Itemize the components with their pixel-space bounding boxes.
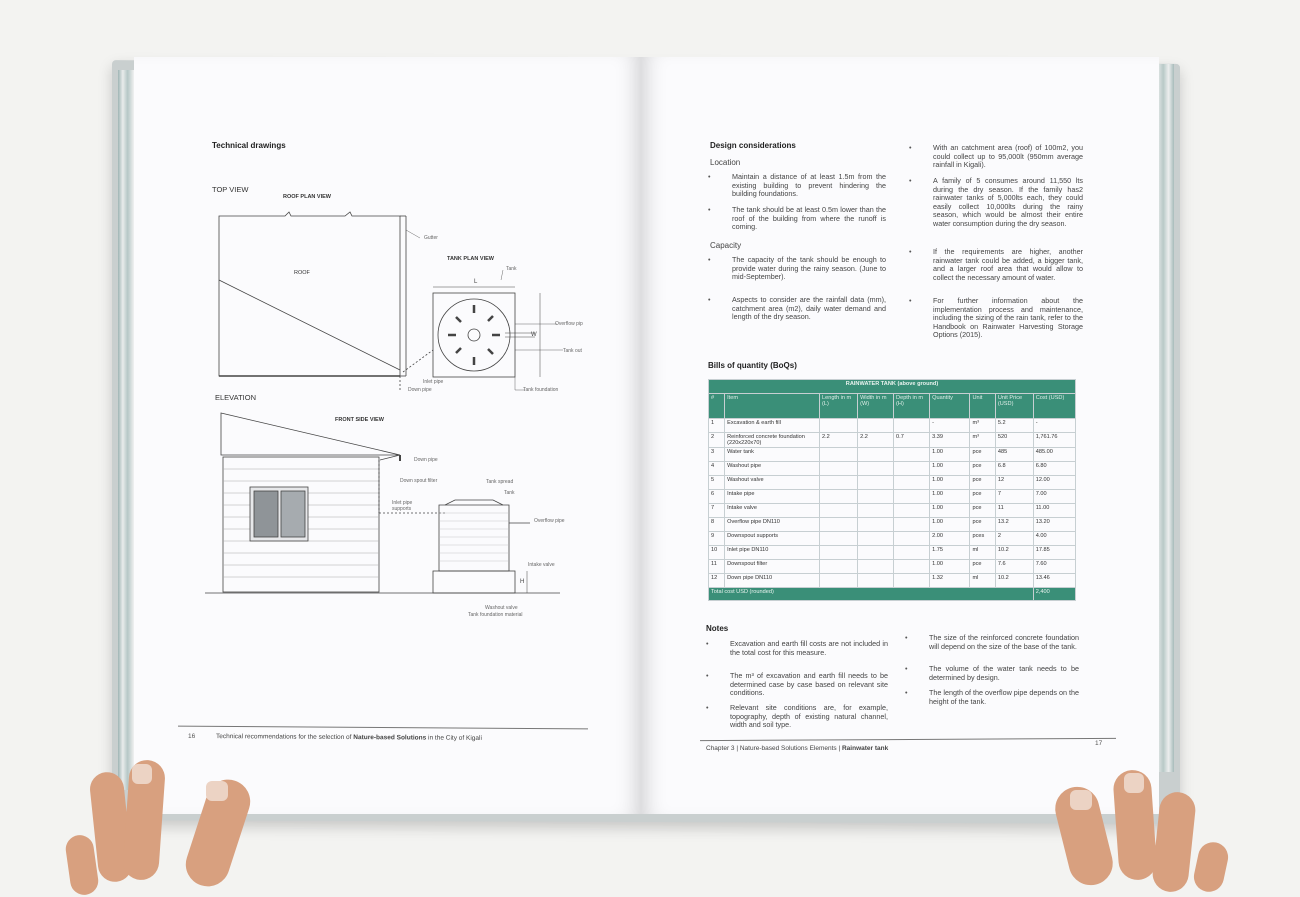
table-cell: 1.00 (930, 462, 970, 476)
capacity-bullet-1: • The capacity of the tank should be enough to provide water during the rainy season. (June to mid-September). (708, 256, 886, 282)
table-cell (894, 490, 930, 504)
elevation-drawing (205, 405, 585, 625)
roof-plan-title: ROOF PLAN VIEW (283, 194, 331, 200)
table-cell (819, 560, 857, 574)
table-cell: Overflow pipe DN110 (725, 518, 820, 532)
table-cell (819, 546, 857, 560)
note-right-1: • The size of the reinforced concrete foundation will depend on the size of the base of the tank. (905, 634, 1079, 651)
table-cell (819, 419, 857, 433)
gutter-callout: Gutter (424, 235, 438, 241)
table-caption: RAINWATER TANK (above ground) (709, 380, 1076, 394)
table-cell: 1.00 (930, 490, 970, 504)
table-header-cell: Unit (970, 394, 995, 419)
table-row (709, 532, 1076, 546)
capacity-bullet-2: • Aspects to consider are the rainfall data (mm), catchment area (m2), daily water demand and length of the dry season. (708, 296, 886, 322)
table-cell (894, 504, 930, 518)
table-cell: 485 (995, 448, 1033, 462)
elev-inlet-supports: Inlet pipe supports (392, 500, 413, 512)
notes-title: Notes (706, 624, 729, 633)
table-cell: Reinforced concrete foundation (220x220x70) (725, 433, 820, 448)
table-cell: 1.00 (930, 448, 970, 462)
total-value: 2,400 (1033, 588, 1075, 601)
table-cell (894, 419, 930, 433)
table-cell: 12.00 (1033, 476, 1075, 490)
note-left-2: • The m³ of excavation and earth fill needs to be determined case by case based on relevant site conditions. (706, 672, 888, 698)
table-cell (858, 490, 894, 504)
table-cell: 1.75 (930, 546, 970, 560)
table-row (709, 560, 1076, 574)
table-cell: 8 (709, 518, 725, 532)
note-right-3: • The length of the overflow pipe depends on the height of the tank. (905, 689, 1079, 706)
table-cell: 6.8 (995, 462, 1033, 476)
table-cell: 520 (995, 433, 1033, 448)
table-cell (894, 476, 930, 490)
table-row (709, 462, 1076, 476)
table-row (709, 419, 1076, 433)
table-row (709, 518, 1076, 532)
table-cell (894, 448, 930, 462)
table-header-cell: Unit Price (USD) (995, 394, 1033, 419)
table-cell: Intake pipe (725, 490, 820, 504)
table-cell: Excavation & earth fill (725, 419, 820, 433)
elev-tank-spread: Tank spread (486, 479, 514, 485)
table-cell: 4 (709, 462, 725, 476)
table-cell: 12 (995, 476, 1033, 490)
table-cell: 1,761.76 (1033, 433, 1075, 448)
table-cell: 1 (709, 419, 725, 433)
table-cell: pces (970, 532, 995, 546)
table-cell: Washout valve (725, 476, 820, 490)
width-dim: W (531, 332, 537, 338)
table-header-cell: Cost (USD) (1033, 394, 1075, 419)
overflow-callout: Overflow pip (555, 321, 583, 327)
table-cell: pce (970, 490, 995, 504)
table-cell: m³ (970, 433, 995, 448)
elev-downspout-filter: Down spout filter (400, 478, 438, 484)
front-view-title: FRONT SIDE VIEW (335, 417, 384, 423)
table-header-cell: Depth in m (H) (894, 394, 930, 419)
table-cell (819, 504, 857, 518)
length-dim: L (474, 279, 478, 285)
table-cell (858, 504, 894, 518)
table-total-row (709, 588, 1076, 601)
table-header-cell: Width in m (W) (858, 394, 894, 419)
table-row (709, 448, 1076, 462)
table-cell: 13.46 (1033, 574, 1075, 588)
table-cell: 9 (709, 532, 725, 546)
location-bullet-1: • Maintain a distance of at least 1.5m from the existing building to prevent hindering the building foundations. (708, 173, 886, 199)
table-cell (819, 518, 857, 532)
roof-label: ROOF (294, 270, 310, 276)
table-cell (894, 560, 930, 574)
table-cell (819, 462, 857, 476)
table-cell (858, 419, 894, 433)
note-left-3: • Relevant site conditions are, for example, topography, depth of existing natural channel, width and soil type. (706, 704, 888, 730)
table-cell: ml (970, 574, 995, 588)
capacity-label: Capacity (710, 241, 742, 250)
table-cell: 7 (709, 504, 725, 518)
table-cell: 7.6 (995, 560, 1033, 574)
table-cell: 12 (709, 574, 725, 588)
table-cell: Inlet pipe DN110 (725, 546, 820, 560)
right-bullet-2: • A family of 5 consumes around 11,550 lts during the dry season. If the family has2 rainwater tanks of 5,000lts each, they could easily collect 10,000lts during the rainy season, which would be almost their entire water consumption during the dry season. (909, 177, 1083, 229)
table-cell: 7.00 (1033, 490, 1075, 504)
table-cell: 11 (709, 560, 725, 574)
table-cell: pce (970, 504, 995, 518)
table-cell: 11.00 (1033, 504, 1075, 518)
elev-tank: Tank (504, 490, 515, 496)
location-bullet-2: • The tank should be at least 0.5m lower than the roof of the building from where the runoff is coming. (708, 206, 886, 232)
table-row (709, 574, 1076, 588)
table-cell: 3 (709, 448, 725, 462)
table-cell (858, 532, 894, 546)
right-footer-text: Chapter 3 | Nature-based Solutions Elements | Rainwater tank (706, 745, 889, 752)
table-cell (858, 448, 894, 462)
table-cell (894, 518, 930, 532)
elev-washout-valve: Washout valve (485, 605, 518, 611)
elev-height-dim: H (520, 579, 525, 585)
table-cell: - (930, 419, 970, 433)
table-cell: 5.2 (995, 419, 1033, 433)
table-cell: 10 (709, 546, 725, 560)
table-cell (894, 574, 930, 588)
table-cell (858, 476, 894, 490)
tank-plan-title: TANK PLAN VIEW (447, 256, 494, 262)
table-body (709, 419, 1076, 588)
table-cell: 0.7 (894, 433, 930, 448)
boq-table (708, 379, 1076, 601)
table-cell: Water tank (725, 448, 820, 462)
table-cell: 11 (995, 504, 1033, 518)
table-cell (858, 560, 894, 574)
elev-overflow-pipe: Overflow pipe (534, 518, 565, 524)
table-cell: m³ (970, 419, 995, 433)
inlet-pipe-callout: Inlet pipe (423, 379, 444, 385)
table-cell: 2 (995, 532, 1033, 546)
table-cell: 2.00 (930, 532, 970, 546)
right-page-number: 17 (1095, 740, 1103, 747)
top-view-drawing (205, 200, 585, 400)
table-cell: 6.80 (1033, 462, 1075, 476)
table-cell: 7.60 (1033, 560, 1075, 574)
elevation-label: ELEVATION (215, 393, 256, 402)
table-cell (819, 532, 857, 546)
table-cell: ml (970, 546, 995, 560)
table-row (709, 433, 1076, 448)
table-cell: Intake valve (725, 504, 820, 518)
tank-foundation-callout: Tank foundation (523, 387, 559, 393)
note-right-2: • The volume of the water tank needs to be determined by design. (905, 665, 1079, 682)
elev-down-pipe: Down pipe (414, 457, 438, 463)
table-cell (858, 518, 894, 532)
table-cell: Downspout filter (725, 560, 820, 574)
tank-out-callout: Tank out (563, 348, 582, 354)
table-header-cell: Length in m (L) (819, 394, 857, 419)
book-page-edges-left (118, 70, 134, 790)
down-pipe-callout: Down pipe (408, 387, 432, 393)
table-cell: 3.39 (930, 433, 970, 448)
table-cell: Down pipe DN110 (725, 574, 820, 588)
tank-callout: Tank (506, 266, 517, 272)
table-cell: 7 (995, 490, 1033, 504)
top-view-label: TOP VIEW (212, 185, 249, 194)
table-cell: 17.85 (1033, 546, 1075, 560)
table-cell: Washout pipe (725, 462, 820, 476)
left-footer-text: Technical recommendations for the selection of Nature-based Solutions in the City of Kigali (215, 733, 482, 742)
table-cell (858, 546, 894, 560)
table-cell: 2.2 (819, 433, 857, 448)
table-cell: 6 (709, 490, 725, 504)
table-cell: pce (970, 518, 995, 532)
table-cell: 2 (709, 433, 725, 448)
table-cell: 1.00 (930, 518, 970, 532)
total-label: Total cost USD (rounded) (709, 588, 1034, 601)
technical-drawings-title: Technical drawings (212, 141, 286, 150)
table-cell (858, 462, 894, 476)
right-bullet-4: • For further information about the implementation process and maintenance, including the sizing of the rain tank, refer to the Handbook on Rainwater Harvesting Storage Options (2015). (909, 297, 1083, 340)
table-cell (894, 532, 930, 546)
table-cell (858, 574, 894, 588)
table-cell: 5 (709, 476, 725, 490)
table-cell: 10.2 (995, 574, 1033, 588)
table-cell: pce (970, 476, 995, 490)
table-cell: 1.00 (930, 504, 970, 518)
table-cell (894, 462, 930, 476)
right-bullet-1: • With an catchment area (roof) of 100m2, you could collect up to 95,000lt (950mm average rainfall in Kigali). (909, 144, 1083, 170)
note-left-1: • Excavation and earth fill costs are not included in the total cost for this measure. (706, 640, 888, 657)
table-cell: 13.2 (995, 518, 1033, 532)
table-cell: pce (970, 448, 995, 462)
right-bullet-3: • If the requirements are higher, another rainwater tank could be added, a bigger tank, and a larger roof area that would allow to collect the necessary amount of water. (909, 248, 1083, 282)
table-row (709, 476, 1076, 490)
table-row (709, 504, 1076, 518)
table-cell (819, 490, 857, 504)
table-cell: 1.00 (930, 560, 970, 574)
table-cell (819, 476, 857, 490)
table-row (709, 546, 1076, 560)
table-row (709, 490, 1076, 504)
table-cell: - (1033, 419, 1075, 433)
table-header-row (709, 394, 1076, 419)
table-cell: 485.00 (1033, 448, 1075, 462)
elev-foundation-material: Tank foundation material (468, 612, 523, 618)
table-cell: 10.2 (995, 546, 1033, 560)
boq-title: Bills of quantity (BoQs) (708, 361, 797, 370)
table-cell: 13.20 (1033, 518, 1075, 532)
table-header-cell: # (709, 394, 725, 419)
table-cell (894, 546, 930, 560)
location-label: Location (710, 158, 741, 167)
table-cell (819, 574, 857, 588)
table-cell: pce (970, 462, 995, 476)
table-cell: Downspout supports (725, 532, 820, 546)
table-header-cell: Quantity (930, 394, 970, 419)
design-considerations-title: Design considerations (710, 141, 796, 150)
table-cell: 4.00 (1033, 532, 1075, 546)
left-page-number: 16 (188, 733, 196, 740)
table-cell: 1.32 (930, 574, 970, 588)
table-cell: pce (970, 560, 995, 574)
table-cell (819, 448, 857, 462)
table-cell: 1.00 (930, 476, 970, 490)
table-cell: 2.2 (858, 433, 894, 448)
elev-intake-valve: Intake valve (528, 562, 555, 568)
table-header-cell: Item (725, 394, 820, 419)
